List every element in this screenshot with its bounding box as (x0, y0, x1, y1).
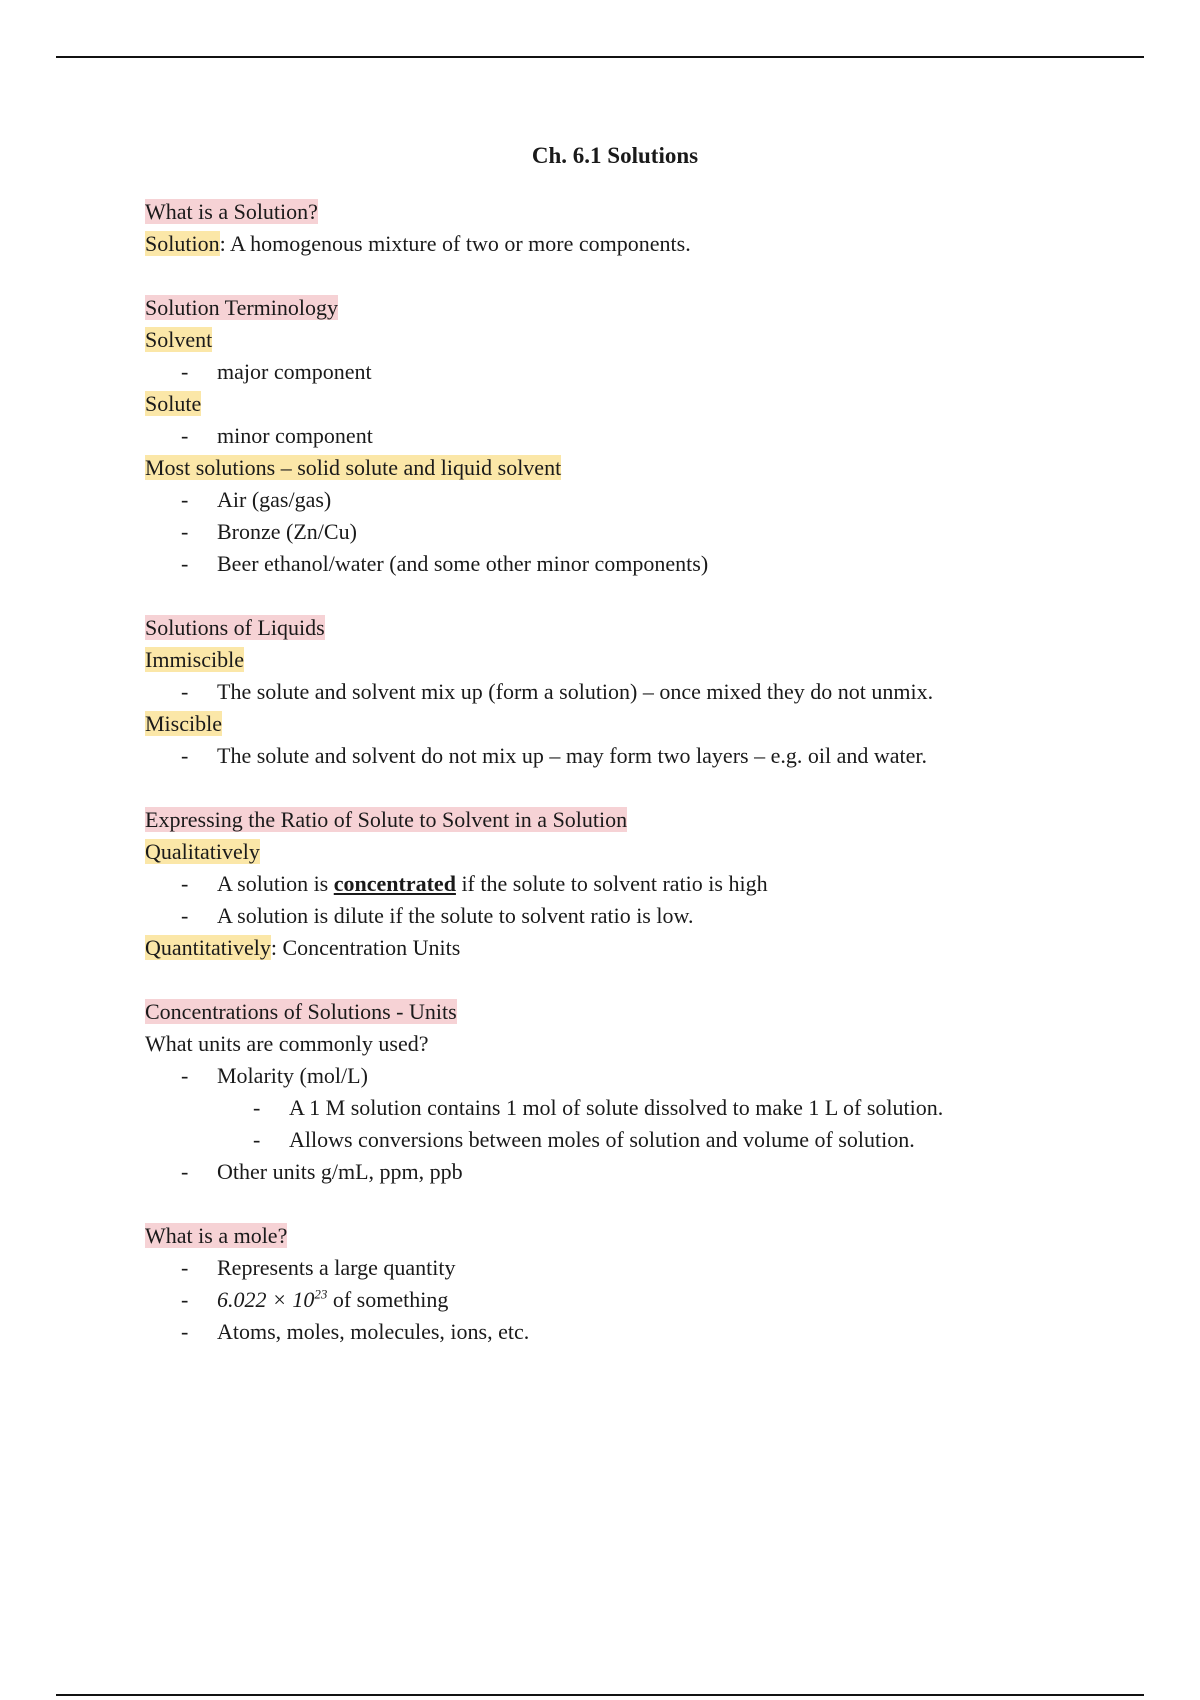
concentrated-term: concentrated (333, 871, 456, 896)
other-units-list (145, 1156, 1065, 1188)
heading-liquids: Solutions of Liquids (145, 615, 325, 640)
document-body (145, 140, 1065, 1348)
solvent-list (145, 356, 1065, 388)
term-solvent: Solvent (145, 327, 213, 352)
term-miscible: Miscible (145, 711, 222, 736)
term-solute: Solute (145, 391, 202, 416)
list-item: - A solution is dilute if the solute to solvent ratio is low. (145, 900, 1065, 932)
term-qualitatively: Qualitatively (145, 839, 260, 864)
avogadro-number: $6.022 \times 10^{23}$ (217, 1286, 328, 1312)
bottom-rule (56, 1694, 1144, 1696)
units-question: What units are commonly used? (145, 1031, 429, 1056)
heading-what-is-solution: What is a Solution? (145, 199, 318, 224)
immiscible-list (145, 676, 1065, 708)
mole-list (145, 1252, 1065, 1348)
list-item: - $6.022 \times 10^{23}$ of something (145, 1284, 1065, 1316)
qualitative-list (145, 868, 1065, 932)
list-item: - A 1 M solution contains 1 mol of solute dissolved to make 1 L of solution. (145, 1092, 1065, 1124)
list-item: - Allows conversions between moles of solution and volume of solution. (145, 1124, 1065, 1156)
molarity-sublist (145, 1092, 1065, 1156)
top-rule (56, 56, 1144, 58)
heading-ratio: Expressing the Ratio of Solute to Solvent in a Solution (145, 807, 628, 832)
term-immiscible: Immiscible (145, 647, 244, 672)
list-item: - Molarity (mol/L) (145, 1060, 1065, 1092)
list-item: - Atoms, moles, molecules, ions, etc. (145, 1316, 1065, 1348)
list-item: - The solute and solvent mix up (form a solution) – once mixed they do not unmix. (145, 676, 1065, 708)
list-item: - A solution is concentrated if the solute to solvent ratio is high (145, 868, 1065, 900)
list-item: - Other units g/mL, ppm, ppb (145, 1156, 1065, 1188)
list-item: - Bronze (Zn/Cu) (145, 516, 1065, 548)
heading-mole: What is a mole? (145, 1223, 288, 1248)
heading-units: Concentrations of Solutions - Units (145, 999, 457, 1024)
list-item: - major component (145, 356, 1065, 388)
page-title: Ch. 6.1 Solutions (531, 143, 699, 168)
units-list (145, 1060, 1065, 1092)
most-solutions: Most solutions – solid solute and liquid solvent (145, 455, 562, 480)
list-item: - Represents a large quantity (145, 1252, 1065, 1284)
solute-list (145, 420, 1065, 452)
list-item: - minor component (145, 420, 1065, 452)
examples-list (145, 484, 1065, 580)
term-quantitatively: Quantitatively (145, 935, 271, 960)
term-solution: Solution (145, 231, 220, 256)
list-item: - The solute and solvent do not mix up – may form two layers – e.g. oil and water. (145, 740, 1065, 772)
miscible-list (145, 740, 1065, 772)
quantitatively-line: Quantitatively: Concentration Units (145, 935, 461, 960)
list-item: - Air (gas/gas) (145, 484, 1065, 516)
list-item: - Beer ethanol/water (and some other minor components) (145, 548, 1065, 580)
solution-definition: Solution: A homogenous mixture of two or more components. (145, 231, 691, 256)
heading-terminology: Solution Terminology (145, 295, 339, 320)
